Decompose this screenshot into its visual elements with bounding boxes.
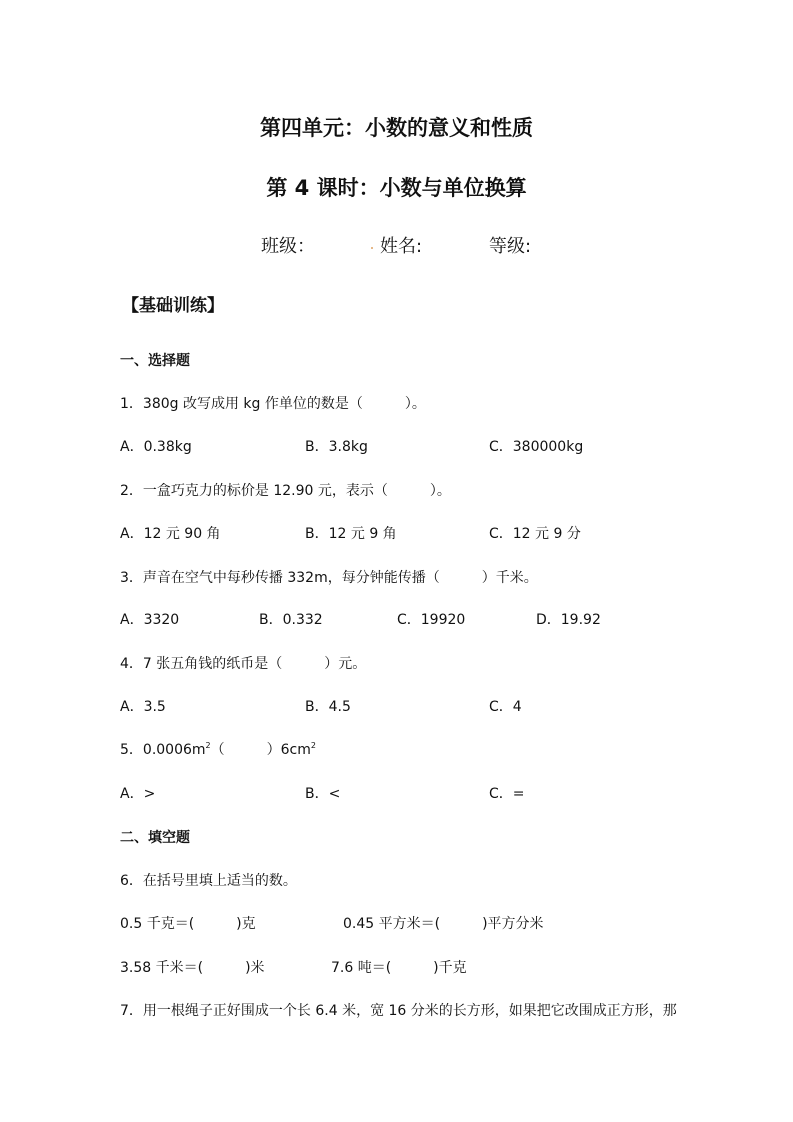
q6-item-4: 7.6 吨＝( )千克 [331, 960, 467, 976]
question-2: 2．一盒巧克力的标价是 12.90 元，表示（ ）。 [120, 483, 451, 499]
question-7: 7．用一根绳子正好围成一个长 6.4 米，宽 16 分米的长方形，如果把它改围成正方形，那 [120, 1003, 677, 1019]
q4-option-b: B．4.5 [305, 699, 351, 715]
q1-option-b: B．3.8kg [305, 439, 368, 455]
name-label: 姓名: [380, 236, 423, 257]
q3-option-b: B．0.332 [259, 612, 323, 628]
unit-title: 第四单元：小数的意义和性质 [260, 116, 533, 140]
class-label: 班级： [261, 236, 315, 257]
q4-option-c: C．4 [489, 699, 522, 715]
question-6: 6．在括号里填上适当的数。 [120, 873, 297, 889]
q5-text-mid: （ ）6cm [210, 742, 311, 758]
part2-heading: 二、填空题 [120, 830, 190, 846]
q3-option-c: C．19920 [397, 612, 466, 628]
stray-dot [371, 247, 373, 249]
q5-sup-2: 2 [310, 741, 316, 750]
question-1: 1．380g 改写成用 kg 作单位的数是（ ）。 [120, 396, 426, 412]
q6-item-2: 0.45 平方米＝( )平方分米 [343, 916, 544, 932]
question-5 [120, 739, 316, 759]
q5-option-b: B．< [305, 786, 341, 802]
section-title: 【基础训练】 [122, 296, 224, 316]
lesson-title: 第 4 课时：小数与单位换算 [266, 176, 527, 200]
q6-item-3: 3.58 千米＝( )米 [120, 960, 265, 976]
part1-heading: 一、选择题 [120, 353, 190, 369]
q1-option-c: C．380000kg [489, 439, 584, 455]
q6-item-1: 0.5 千克＝( )克 [120, 916, 256, 932]
question-4: 4．7 张五角钱的纸币是（ ）元。 [120, 656, 367, 672]
q5-option-c: C．= [489, 786, 525, 802]
q2-option-b: B．12 元 9 角 [305, 526, 397, 542]
q3-option-a: A．3320 [120, 612, 180, 628]
q5-option-a: A．> [120, 786, 156, 802]
q2-option-a: A．12 元 90 角 [120, 526, 221, 542]
grade-label: 等级: [489, 236, 532, 257]
q1-option-a: A．0.38kg [120, 439, 192, 455]
q3-option-d: D．19.92 [536, 612, 601, 628]
q5-sup-1: 2 [205, 741, 211, 750]
question-3: 3．声音在空气中每秒传播 332m，每分钟能传播（ ）千米。 [120, 570, 538, 586]
q4-option-a: A．3.5 [120, 699, 166, 715]
q2-option-c: C．12 元 9 分 [489, 526, 581, 542]
q5-text-prefix: 5．0.0006m [120, 742, 206, 758]
